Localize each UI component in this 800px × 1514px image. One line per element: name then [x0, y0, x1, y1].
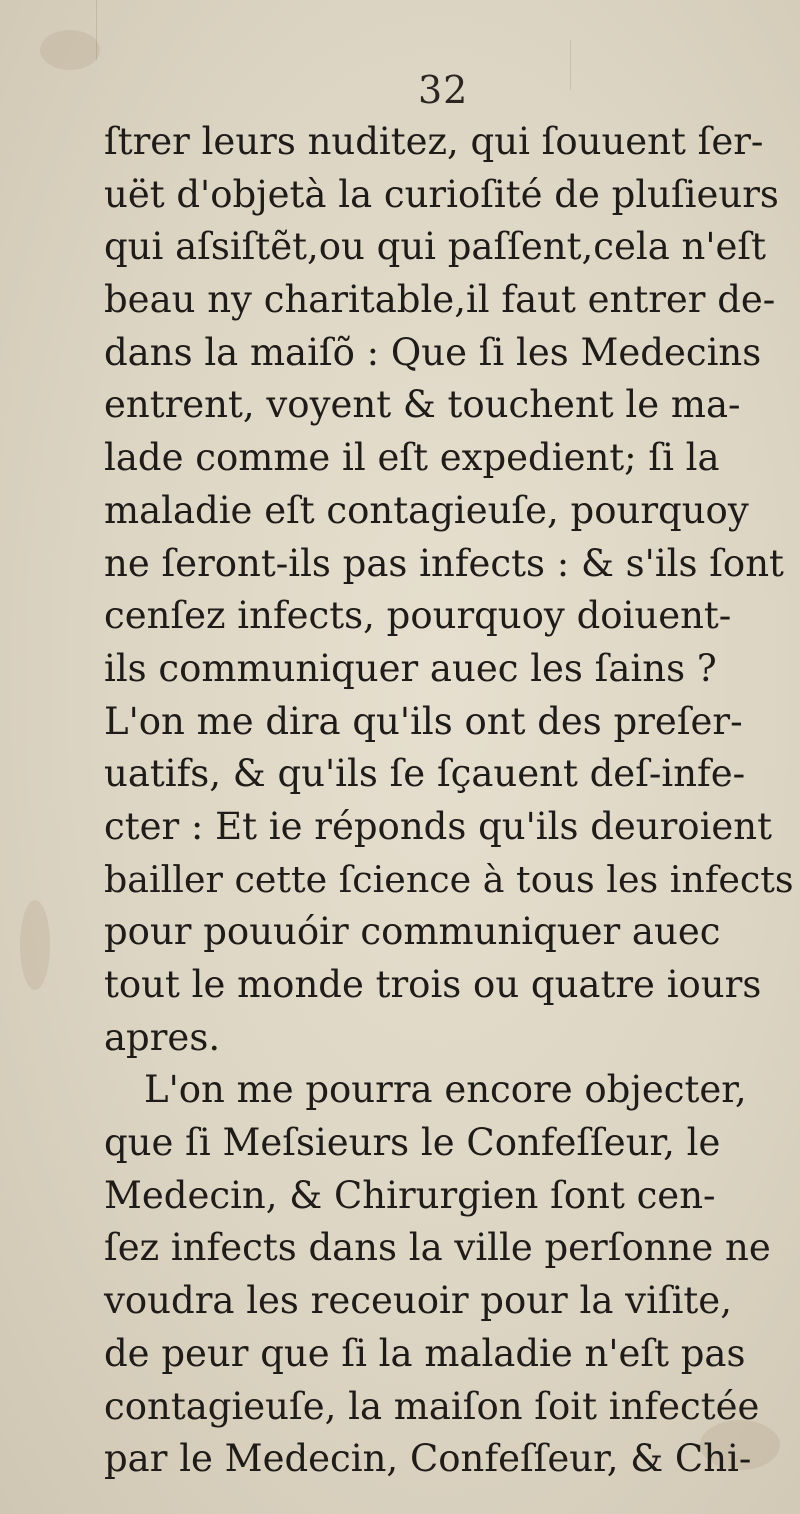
text-line: qui aſsiſtẽt,ou qui paſſent,cela n'eſt	[104, 225, 766, 269]
text-line: entrent, voyent & touchent le ma-	[104, 383, 741, 427]
text-line: ſtrer leurs nuditez, qui ſouuent ſer-	[104, 120, 764, 163]
text-line: beau ny charitable,il faut entrer de-	[104, 278, 776, 322]
page-text	[104, 116, 794, 1486]
paper-crease	[570, 40, 571, 90]
page-number: 32	[418, 68, 469, 112]
text-line: dans la maiſõ : Que ſi les Medecins	[104, 330, 762, 374]
text-line: de peur que ſi la maladie n'eſt pas	[104, 1331, 746, 1375]
text-line: par le Medecin, Confeſſeur, & Chi-	[104, 1437, 752, 1481]
text-line: apres.	[104, 1015, 221, 1059]
text-line: ne ſeront-ils pas infects : & s'ils ſont	[104, 541, 784, 585]
paper-crease	[96, 0, 97, 60]
text-line: maladie eſt contagieuſe, pourquoy	[104, 488, 749, 532]
text-line: que ſi Meſsieurs le Confeſſeur, le	[104, 1121, 721, 1165]
text-line: voudra les receuoir pour la viſite,	[104, 1279, 732, 1323]
text-line: lade comme il eſt expedient; ſi la	[104, 436, 720, 480]
text-line: tout le monde trois ou quatre iours	[104, 963, 762, 1006]
text-line: cenſez infects, pourquoy doiuent-	[104, 594, 732, 638]
paper-stain	[20, 900, 50, 990]
text-line: bailler cette ſcience à tous les infects	[104, 857, 794, 901]
paper-stain	[40, 30, 100, 70]
text-line: L'on me dira qu'ils ont des preſer-	[104, 699, 743, 743]
text-line: uët d'objetà la curioſité de pluſieurs	[104, 172, 779, 216]
text-line: contagieuſe, la maiſon ſoit infectée	[104, 1384, 760, 1428]
text-line: pour pouuóir communiquer auec	[104, 910, 721, 954]
text-line: L'on me pourra encore objecter,	[144, 1068, 747, 1112]
text-line: Medecin, & Chirurgien ſont cen-	[104, 1173, 716, 1217]
text-line: cter : Et ie réponds qu'ils deuroient	[104, 804, 773, 848]
text-line: uatifs, & qu'ils ſe ſçauent deſ-infe-	[104, 752, 746, 796]
text-line: ſez infects dans la ville perſonne ne	[104, 1226, 771, 1270]
text-line: ils communiquer auec les ſains ?	[104, 646, 717, 690]
